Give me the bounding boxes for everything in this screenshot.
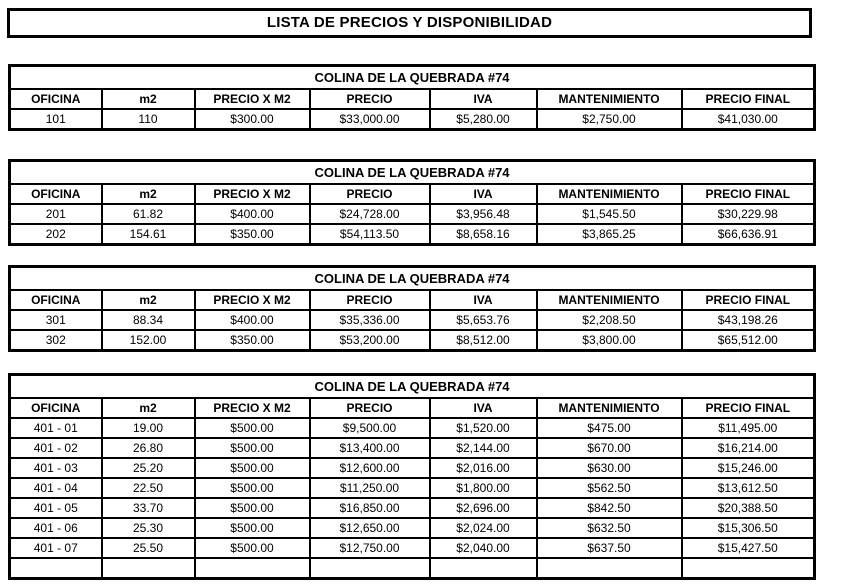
table-title-row xyxy=(10,161,815,185)
cell-precio: $12,750.00 xyxy=(310,538,430,558)
cell-precio-x-m2: $500.00 xyxy=(195,438,310,458)
cell-precio-final: $43,198.26 xyxy=(682,310,815,330)
column-header-precio: PRECIO xyxy=(310,89,430,109)
column-header-m2: m2 xyxy=(102,89,195,109)
cell-oficina: 302 xyxy=(10,330,102,351)
column-header-iva: IVA xyxy=(430,89,537,109)
cell-precio-x-m2: $500.00 xyxy=(195,418,310,438)
price-table-floor-2 xyxy=(8,159,841,246)
cell-m2: 61.82 xyxy=(102,204,195,224)
cell-precio-x-m2: $500.00 xyxy=(195,498,310,518)
cell-iva: $2,144.00 xyxy=(430,438,537,458)
table-row xyxy=(10,478,815,498)
cell-precio-final: $15,246.00 xyxy=(682,458,815,478)
cell-iva: $2,024.00 xyxy=(430,518,537,538)
cell-m2: 25.50 xyxy=(102,538,195,558)
cell-iva: $8,512.00 xyxy=(430,330,537,351)
cell-precio-x-m2 xyxy=(195,558,310,579)
page-title: LISTA DE PRECIOS Y DISPONIBILIDAD xyxy=(7,8,812,38)
table-header-row xyxy=(10,290,815,310)
price-table-floor-4 xyxy=(8,373,841,580)
cell-mantenimiento: $670.00 xyxy=(537,438,682,458)
cell-mantenimiento: $3,865.25 xyxy=(537,224,682,245)
column-header-oficina: OFICINA xyxy=(10,290,102,310)
column-header-precio-x-m2: PRECIO X M2 xyxy=(195,89,310,109)
cell-iva: $2,696.00 xyxy=(430,498,537,518)
column-header-m2: m2 xyxy=(102,184,195,204)
column-header-precio-x-m2: PRECIO X M2 xyxy=(195,398,310,418)
cell-m2: 22.50 xyxy=(102,478,195,498)
table-row xyxy=(10,518,815,538)
cell-oficina: 401 - 07 xyxy=(10,538,102,558)
cell-oficina xyxy=(10,558,102,579)
cell-precio-final: $20,388.50 xyxy=(682,498,815,518)
table-row xyxy=(10,224,815,245)
cell-precio-final: $15,427.50 xyxy=(682,538,815,558)
price-table xyxy=(8,64,816,131)
cell-oficina: 401 - 04 xyxy=(10,478,102,498)
column-header-precio-final: PRECIO FINAL xyxy=(682,398,815,418)
cell-precio-final: $15,306.50 xyxy=(682,518,815,538)
column-header-precio-final: PRECIO FINAL xyxy=(682,89,815,109)
cell-precio-x-m2: $300.00 xyxy=(195,109,310,130)
cell-m2: 154.61 xyxy=(102,224,195,245)
cell-iva: $3,956.48 xyxy=(430,204,537,224)
cell-precio xyxy=(310,558,430,579)
cell-m2: 25.30 xyxy=(102,518,195,538)
table-row xyxy=(10,109,815,130)
column-header-mantenimiento: MANTENIMIENTO xyxy=(537,398,682,418)
cell-iva: $2,040.00 xyxy=(430,538,537,558)
cell-precio: $16,850.00 xyxy=(310,498,430,518)
cell-oficina: 301 xyxy=(10,310,102,330)
table-row xyxy=(10,458,815,478)
column-header-iva: IVA xyxy=(430,290,537,310)
cell-precio-final: $16,214.00 xyxy=(682,438,815,458)
table-title-row xyxy=(10,66,815,90)
cell-precio: $12,650.00 xyxy=(310,518,430,538)
cell-m2: 88.34 xyxy=(102,310,195,330)
cell-m2: 152.00 xyxy=(102,330,195,351)
cell-mantenimiento: $1,545.50 xyxy=(537,204,682,224)
cell-m2: 19.00 xyxy=(102,418,195,438)
cell-oficina: 101 xyxy=(10,109,102,130)
cell-iva: $1,520.00 xyxy=(430,418,537,438)
cell-mantenimiento: $842.50 xyxy=(537,498,682,518)
cell-precio: $54,113.50 xyxy=(310,224,430,245)
column-header-m2: m2 xyxy=(102,290,195,310)
cell-precio: $33,000.00 xyxy=(310,109,430,130)
column-header-oficina: OFICINA xyxy=(10,89,102,109)
price-table xyxy=(8,159,816,246)
cell-iva: $8,658.16 xyxy=(430,224,537,245)
cell-precio: $53,200.00 xyxy=(310,330,430,351)
cell-oficina: 401 - 02 xyxy=(10,438,102,458)
cell-m2: 25.20 xyxy=(102,458,195,478)
cell-precio-final xyxy=(682,558,815,579)
table-title: COLINA DE LA QUEBRADA #74 xyxy=(10,375,815,399)
column-header-oficina: OFICINA xyxy=(10,184,102,204)
cell-iva: $5,653.76 xyxy=(430,310,537,330)
table-row xyxy=(10,538,815,558)
cell-mantenimiento: $632.50 xyxy=(537,518,682,538)
cell-precio: $9,500.00 xyxy=(310,418,430,438)
table-row xyxy=(10,204,815,224)
price-table-floor-3 xyxy=(8,265,841,352)
cell-m2 xyxy=(102,558,195,579)
price-table xyxy=(8,265,816,352)
table-row xyxy=(10,330,815,351)
cell-precio-final: $13,612.50 xyxy=(682,478,815,498)
column-header-iva: IVA xyxy=(430,398,537,418)
price-table xyxy=(8,373,816,580)
column-header-iva: IVA xyxy=(430,184,537,204)
cell-precio: $12,600.00 xyxy=(310,458,430,478)
cell-iva: $5,280.00 xyxy=(430,109,537,130)
column-header-mantenimiento: MANTENIMIENTO xyxy=(537,184,682,204)
cell-mantenimiento: $637.50 xyxy=(537,538,682,558)
column-header-precio-final: PRECIO FINAL xyxy=(682,290,815,310)
cell-oficina: 202 xyxy=(10,224,102,245)
column-header-precio: PRECIO xyxy=(310,290,430,310)
cell-precio-x-m2: $500.00 xyxy=(195,478,310,498)
cell-m2: 33.70 xyxy=(102,498,195,518)
cell-precio-x-m2: $500.00 xyxy=(195,538,310,558)
cell-precio: $11,250.00 xyxy=(310,478,430,498)
table-row xyxy=(10,498,815,518)
price-table-floor-1 xyxy=(8,64,841,131)
table-row-empty xyxy=(10,558,815,579)
cell-oficina: 201 xyxy=(10,204,102,224)
cell-oficina: 401 - 05 xyxy=(10,498,102,518)
column-header-oficina: OFICINA xyxy=(10,398,102,418)
cell-precio-x-m2: $400.00 xyxy=(195,310,310,330)
cell-oficina: 401 - 06 xyxy=(10,518,102,538)
table-header-row xyxy=(10,89,815,109)
column-header-precio: PRECIO xyxy=(310,398,430,418)
column-header-precio-x-m2: PRECIO X M2 xyxy=(195,290,310,310)
cell-mantenimiento xyxy=(537,558,682,579)
cell-precio-final: $66,636.91 xyxy=(682,224,815,245)
column-header-precio: PRECIO xyxy=(310,184,430,204)
cell-mantenimiento: $630.00 xyxy=(537,458,682,478)
table-title: COLINA DE LA QUEBRADA #74 xyxy=(10,66,815,90)
table-row xyxy=(10,310,815,330)
table-title: COLINA DE LA QUEBRADA #74 xyxy=(10,267,815,291)
column-header-m2: m2 xyxy=(102,398,195,418)
column-header-precio-x-m2: PRECIO X M2 xyxy=(195,184,310,204)
column-header-precio-final: PRECIO FINAL xyxy=(682,184,815,204)
table-header-row xyxy=(10,184,815,204)
cell-precio-final: $41,030.00 xyxy=(682,109,815,130)
cell-precio: $24,728.00 xyxy=(310,204,430,224)
cell-iva xyxy=(430,558,537,579)
cell-oficina: 401 - 01 xyxy=(10,418,102,438)
cell-precio-x-m2: $400.00 xyxy=(195,204,310,224)
cell-precio-x-m2: $350.00 xyxy=(195,330,310,351)
cell-iva: $2,016.00 xyxy=(430,458,537,478)
cell-mantenimiento: $562.50 xyxy=(537,478,682,498)
cell-precio-final: $65,512.00 xyxy=(682,330,815,351)
table-title: COLINA DE LA QUEBRADA #74 xyxy=(10,161,815,185)
cell-iva: $1,800.00 xyxy=(430,478,537,498)
cell-mantenimiento: $2,208.50 xyxy=(537,310,682,330)
table-row xyxy=(10,438,815,458)
cell-precio: $35,336.00 xyxy=(310,310,430,330)
cell-precio: $13,400.00 xyxy=(310,438,430,458)
cell-m2: 26.80 xyxy=(102,438,195,458)
table-header-row xyxy=(10,398,815,418)
cell-m2: 110 xyxy=(102,109,195,130)
column-header-mantenimiento: MANTENIMIENTO xyxy=(537,89,682,109)
cell-precio-final: $11,495.00 xyxy=(682,418,815,438)
cell-mantenimiento: $475.00 xyxy=(537,418,682,438)
table-title-row xyxy=(10,267,815,291)
table-title-row xyxy=(10,375,815,399)
table-row xyxy=(10,418,815,438)
cell-oficina: 401 - 03 xyxy=(10,458,102,478)
cell-mantenimiento: $2,750.00 xyxy=(537,109,682,130)
cell-precio-final: $30,229.98 xyxy=(682,204,815,224)
column-header-mantenimiento: MANTENIMIENTO xyxy=(537,290,682,310)
cell-precio-x-m2: $500.00 xyxy=(195,458,310,478)
cell-mantenimiento: $3,800.00 xyxy=(537,330,682,351)
cell-precio-x-m2: $350.00 xyxy=(195,224,310,245)
cell-precio-x-m2: $500.00 xyxy=(195,518,310,538)
